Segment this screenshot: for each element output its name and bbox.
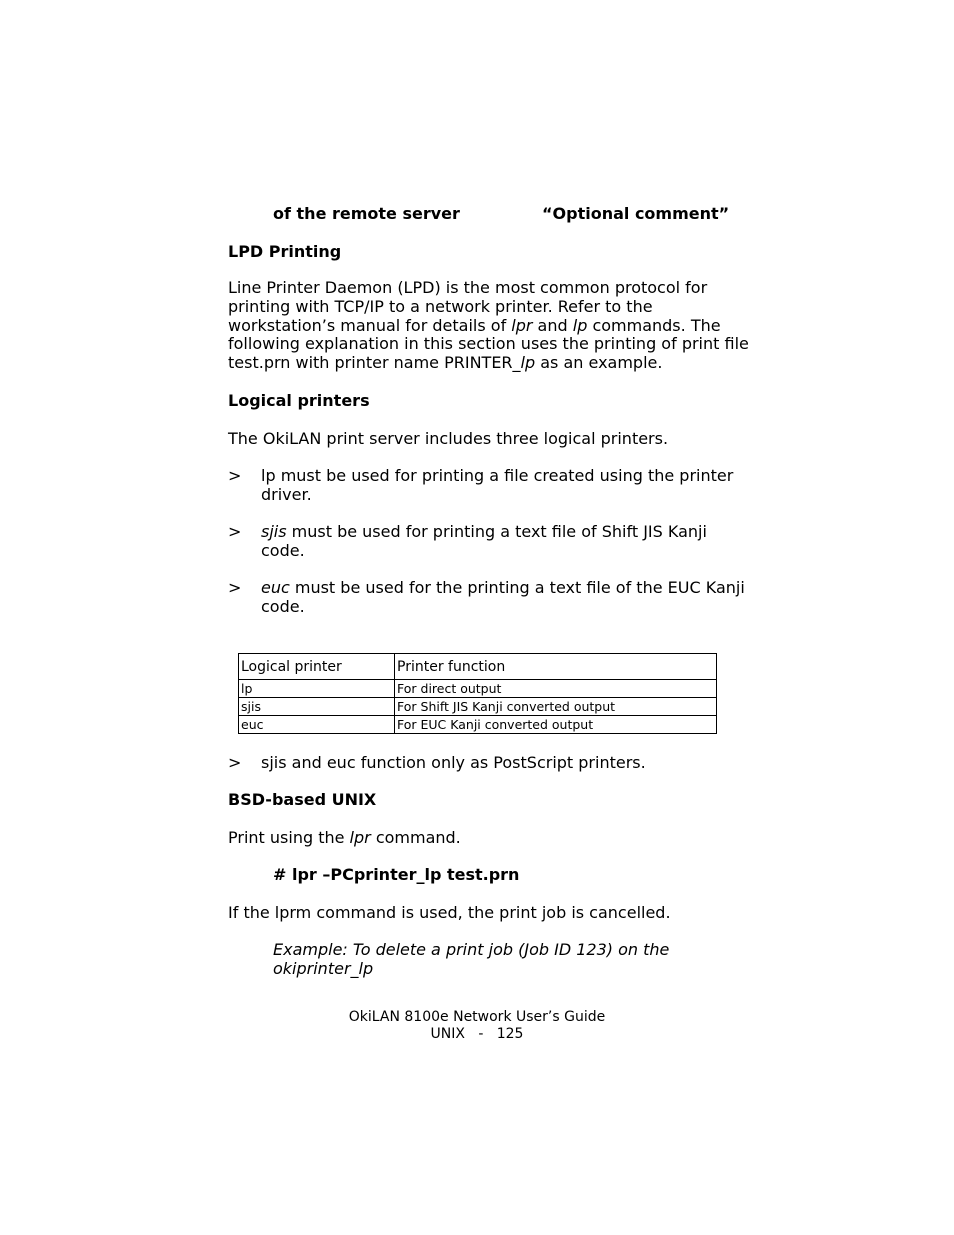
lpd-line: Line Printer Daemon (LPD) is the most common protocol for <box>228 278 708 297</box>
lp-italic: lp <box>520 353 536 373</box>
bullet-line: driver. <box>261 485 312 504</box>
table-row <box>239 698 717 716</box>
lpd-line <box>228 317 748 336</box>
logical-printers-intro: The OkiLAN print server includes three logical printers. <box>228 429 669 448</box>
euc-italic: euc <box>261 578 290 597</box>
text-run: workstation’s manual for details of <box>228 315 512 335</box>
text-run: must be used for the printing a text file of the EUC Kanji <box>289 578 745 597</box>
text-run: and <box>532 315 573 335</box>
lpd-line <box>228 354 748 373</box>
footer-page-number: UNIX - 125 <box>430 1026 524 1042</box>
example-text <box>273 940 753 978</box>
bullet-text <box>261 753 751 772</box>
bullet-marker: > <box>228 753 242 772</box>
remote-server-label: of the remote server <box>273 204 460 223</box>
bullet-marker: > <box>228 578 242 597</box>
bullet-text <box>261 522 751 560</box>
table-row <box>239 680 717 698</box>
lpd-line: printing with TCP/IP to a network printer. Refer to the <box>228 296 653 316</box>
bsd-print-instruction <box>228 828 461 847</box>
table-header-cell: Logical printer <box>239 654 395 680</box>
lpd-printing-heading: LPD Printing <box>228 242 342 261</box>
table-cell: For Shift JIS Kanji converted output <box>395 698 717 716</box>
logical-printer-table <box>238 653 717 734</box>
bullet-text <box>261 578 751 616</box>
table-row <box>239 716 717 734</box>
table-cell: lp <box>239 680 395 698</box>
lpr-command: # lpr –PCprinter_lp test.prn <box>273 865 520 884</box>
lp-italic: lp <box>572 315 588 335</box>
table-cell: For EUC Kanji converted output <box>395 716 717 734</box>
optional-comment-label: “Optional comment” <box>542 204 730 223</box>
bullet-line: code. <box>261 541 305 560</box>
bullet-line: sjis and euc function only as PostScript printers. <box>261 753 646 772</box>
text-run: test.prn with printer name PRINTER_ <box>228 353 521 373</box>
lpr-italic: lpr <box>349 828 371 847</box>
table-cell: sjis <box>239 698 395 716</box>
table-cell: For direct output <box>395 680 717 698</box>
bullet-marker: > <box>228 522 242 541</box>
logical-printers-heading: Logical printers <box>228 391 370 410</box>
text-run: must be used for printing a text file of Shift JIS Kanji <box>286 522 707 541</box>
lpd-paragraph <box>228 279 748 373</box>
bullet-line: code. <box>261 597 305 616</box>
bullet-line <box>261 578 751 597</box>
lpr-italic: lpr <box>511 315 533 335</box>
footer-title: OkiLAN 8100e Network User’s Guide <box>348 1009 606 1025</box>
lpd-line: following explanation in this section uses the printing of print file <box>228 334 749 354</box>
bullet-line: lp must be used for printing a file created using the printer <box>261 466 734 485</box>
bsd-unix-heading: BSD-based UNIX <box>228 790 377 809</box>
text-run: commands. The <box>587 315 721 335</box>
text-run: command. <box>370 828 461 847</box>
bullet-marker: > <box>228 466 242 485</box>
bullet-line <box>261 522 751 541</box>
text-run: Print using the <box>228 828 350 847</box>
table-header-row <box>239 654 717 680</box>
text-run: as an example. <box>535 353 663 373</box>
bullet-text <box>261 466 751 504</box>
sjis-italic: sjis <box>261 522 287 541</box>
lprm-note: If the lprm command is used, the print job is cancelled. <box>228 903 671 922</box>
example-line: Example: To delete a print job (Job ID 123) on the <box>273 940 670 959</box>
example-line: okiprinter_lp <box>273 959 374 978</box>
table-cell: euc <box>239 716 395 734</box>
table-header-cell: Printer function <box>395 654 717 680</box>
